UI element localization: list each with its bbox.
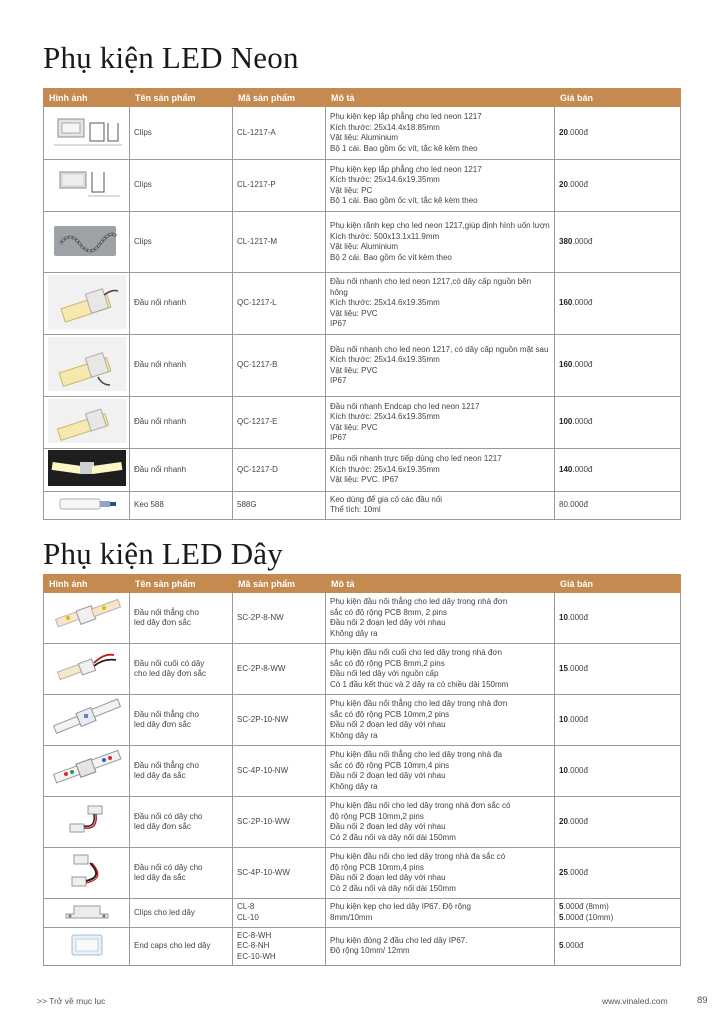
product-code: CL-1217-A — [233, 107, 326, 160]
product-image-cell — [44, 491, 130, 520]
product-price: 10.000đ — [555, 593, 681, 644]
product-description: Phụ kiện rãnh kẹp cho led neon 1217,giúp định hình uốn lượn Kích thước: 500x13.1x11.9mm Vật liệu: Aluminium Bộ 2 cái. Bao gồm ốc vít kèm theo — [326, 212, 555, 273]
product-image-cell — [44, 899, 130, 928]
product-description: Phụ kiện kẹp lắp phẳng cho led neon 1217 Kích thước: 25x14.6x19.35mm Vật liệu: PC Bộ 1 cái. Bao gồm ốc vít, tắc kê kèm theo — [326, 160, 555, 212]
col-header-image: Hình ảnh — [44, 575, 130, 593]
product-image-cell — [44, 927, 130, 966]
website-url[interactable]: www.vinaled.com — [602, 996, 668, 1006]
table-row — [44, 449, 681, 492]
table-row — [44, 491, 681, 520]
table-row — [44, 212, 681, 273]
product-code: SC-4P-10-WW — [233, 848, 326, 899]
product-price: 380.000đ — [555, 212, 681, 273]
product-name: Đầu nối nhanh — [130, 397, 233, 449]
product-description: Keo dùng để gia cố các đầu nối Thể tích: 10ml — [326, 491, 555, 520]
product-code: QC-1217-B — [233, 335, 326, 397]
col-header-image: Hình ảnh — [44, 89, 130, 107]
product-image-cell — [44, 593, 130, 644]
table-row — [44, 335, 681, 397]
table-row — [44, 899, 681, 928]
strip-clip-image — [48, 900, 126, 922]
product-description: Phụ kiện kẹp lắp phẳng cho led neon 1217 Kích thước: 25x14.4x18.85mm Vật liệu: Aluminium Bộ 1 cái. Bao gồm ốc vít, tắc kê kèm theo — [326, 107, 555, 160]
product-description: Đầu nối nhanh cho led neon 1217, có dây cấp nguồn mặt sau Kích thước: 25x14.6x19.35mm Vật liệu: PVC IP67 — [326, 335, 555, 397]
table-row — [44, 695, 681, 746]
strip-connector-image — [48, 594, 126, 638]
table-row — [44, 397, 681, 449]
product-name: Đầu nối nhanh — [130, 335, 233, 397]
product-description: Phụ kiện đầu nối cho led dây trong nhà đơn sắc có độ rộng PCB 10mm,2 pins Đầu nối 2 đoạn led dây với nhau Có 2 đầu nối và dây nối dài 150mm — [326, 797, 555, 848]
table-row — [44, 107, 681, 160]
product-code: CL-1217-M — [233, 212, 326, 273]
product-name: Đầu nối có dây cho led dây đa sắc — [130, 848, 233, 899]
table-header-row — [44, 89, 681, 107]
product-name: Đầu nối thẳng cho led dây đa sắc — [130, 746, 233, 797]
pc-clip-image — [48, 162, 126, 206]
product-code: SC-2P-10-NW — [233, 695, 326, 746]
table-row — [44, 644, 681, 695]
product-description: Đầu nối nhanh trực tiếp dùng cho led neon 1217 Kích thước: 25x14.6x19.35mm Vật liệu: PVC. IP67 — [326, 449, 555, 492]
product-code: QC-1217-D — [233, 449, 326, 492]
product-name: End caps cho led dây — [130, 927, 233, 966]
table-header-row — [44, 575, 681, 593]
bendable-track-image — [48, 214, 126, 266]
table-row — [44, 848, 681, 899]
product-price: 100.000đ — [555, 397, 681, 449]
product-description: Phụ kiện kẹp cho led dây IP67. Độ rộng 8mm/10mm — [326, 899, 555, 928]
product-code: QC-1217-E — [233, 397, 326, 449]
product-name: Đầu nối nhanh — [130, 449, 233, 492]
product-name: Đầu nối thẳng cho led dây đơn sắc — [130, 695, 233, 746]
product-image-cell — [44, 160, 130, 212]
product-name: Đầu nối thẳng cho led dây đơn sắc — [130, 593, 233, 644]
product-image-cell — [44, 848, 130, 899]
product-description: Phụ kiện đầu nối thẳng cho led dây trong nhà đơn sắc có độ rộng PCB 10mm,2 pins Đầu nối 2 đoạn led dây với nhau Không dây ra — [326, 695, 555, 746]
back-connector-image — [48, 337, 126, 391]
product-code: EC-8-WH EC-8-NH EC-10-WH — [233, 927, 326, 966]
product-price: 5.000đ — [555, 927, 681, 966]
product-price: 20.000đ — [555, 797, 681, 848]
product-name: Đầu nối nhanh — [130, 273, 233, 335]
product-code: CL-8 CL-10 — [233, 899, 326, 928]
col-header-code: Mã sản phẩm — [233, 89, 326, 107]
strip-accessories-table — [43, 574, 681, 966]
product-price: 25.000đ — [555, 848, 681, 899]
col-header-desc: Mô tả — [326, 575, 555, 593]
product-code: 588G — [233, 491, 326, 520]
product-price: 20.000đ — [555, 107, 681, 160]
col-header-name: Tên sản phẩm — [130, 575, 233, 593]
strip-connector-10mm-image — [48, 696, 126, 740]
col-header-name: Tên sản phẩm — [130, 89, 233, 107]
product-code: EC-2P-8-WW — [233, 644, 326, 695]
table-row — [44, 160, 681, 212]
product-name: Đầu nối có dây cho led dây đơn sắc — [130, 797, 233, 848]
product-description: Phụ kiện đầu nối thẳng cho led dây trong nhà đơn sắc có độ rộng PCB 8mm, 2 pins Đầu nối 2 đoạn led dây với nhau Không dây ra — [326, 593, 555, 644]
table-row — [44, 927, 681, 966]
product-price: 140.000đ — [555, 449, 681, 492]
product-price: 15.000đ — [555, 644, 681, 695]
wired-connector-image — [48, 798, 126, 842]
col-header-price: Giá bán — [555, 575, 681, 593]
product-image-cell — [44, 335, 130, 397]
product-price: 80.000đ — [555, 491, 681, 520]
product-description: Đầu nối nhanh cho led neon 1217,có dây cấp nguồn bên hông Kích thước: 25x14.6x19.35mm Vật liệu: PVC IP67 — [326, 273, 555, 335]
product-image-cell — [44, 695, 130, 746]
neon-accessories-table — [43, 88, 681, 520]
end-wire-connector-image — [48, 645, 126, 689]
product-name: Keo 588 — [130, 491, 233, 520]
table-row — [44, 273, 681, 335]
product-code: CL-1217-P — [233, 160, 326, 212]
product-price: 10.000đ — [555, 746, 681, 797]
endcap-connector-image — [48, 399, 126, 443]
table-row — [44, 797, 681, 848]
product-price: 160.000đ — [555, 335, 681, 397]
rgb-wired-connector-image — [48, 849, 126, 893]
neon-section-title: Phụ kiện LED Neon — [43, 40, 299, 75]
side-connector-image — [48, 275, 126, 329]
strip-section-title: Phụ kiện LED Dây — [43, 536, 283, 571]
col-header-price: Giá bán — [555, 89, 681, 107]
product-code: SC-2P-8-NW — [233, 593, 326, 644]
product-description: Đầu nối nhanh Endcap cho led neon 1217 Kích thước: 25x14.6x19.35mm Vật liệu: PVC IP67 — [326, 397, 555, 449]
product-code: SC-2P-10-WW — [233, 797, 326, 848]
product-image-cell — [44, 746, 130, 797]
product-description: Phụ kiện đầu nối cuối cho led dây trong nhà đơn sắc có độ rộng PCB 8mm,2 pins Đầu nối led dây với nguồn cấp Có 1 đầu kết thúc và 2 dây ra có chiều dài 150mm — [326, 644, 555, 695]
end-cap-image — [48, 929, 126, 961]
direct-connector-image — [48, 450, 126, 486]
page-number: 89 — [697, 995, 708, 1006]
product-name: Đầu nối cuối có dây cho led dây đơn sắc — [130, 644, 233, 695]
product-name: Clips — [130, 160, 233, 212]
product-description: Phụ kiện đóng 2 đầu cho led dây IP67. Độ rộng 10mm/ 12mm — [326, 927, 555, 966]
product-price: 20.000đ — [555, 160, 681, 212]
product-description: Phụ kiện đầu nối thẳng cho led dây trong nhà đa sắc có độ rộng PCB 10mm,4 pins Đầu nối 2 đoạn led dây với nhau Không dây ra — [326, 746, 555, 797]
product-description: Phụ kiện đầu nối cho led dây trong nhà đa sắc có độ rộng PCB 10mm,4 pins Đầu nối 2 đoạn led dây với nhau Có 2 đầu nối và dây nối dài 150mm — [326, 848, 555, 899]
product-name: Clips — [130, 107, 233, 160]
aluminium-clip-image — [48, 109, 126, 154]
product-image-cell — [44, 107, 130, 160]
col-header-desc: Mô tả — [326, 89, 555, 107]
product-name: Clips — [130, 212, 233, 273]
product-image-cell — [44, 212, 130, 273]
glue-tube-image — [48, 493, 126, 515]
table-row — [44, 593, 681, 644]
back-to-contents-link[interactable]: >> Trở về mục lục — [37, 996, 106, 1006]
product-price: 160.000đ — [555, 273, 681, 335]
product-code: SC-4P-10-NW — [233, 746, 326, 797]
product-code: QC-1217-L — [233, 273, 326, 335]
product-image-cell — [44, 449, 130, 492]
product-image-cell — [44, 397, 130, 449]
product-image-cell — [44, 797, 130, 848]
product-image-cell — [44, 644, 130, 695]
product-price: 5.000đ (8mm) 5.000đ (10mm) — [555, 899, 681, 928]
product-price: 10.000đ — [555, 695, 681, 746]
rgb-strip-connector-image — [48, 747, 126, 791]
product-image-cell — [44, 273, 130, 335]
col-header-code: Mã sản phẩm — [233, 575, 326, 593]
product-name: Clips cho led dây — [130, 899, 233, 928]
table-row — [44, 746, 681, 797]
